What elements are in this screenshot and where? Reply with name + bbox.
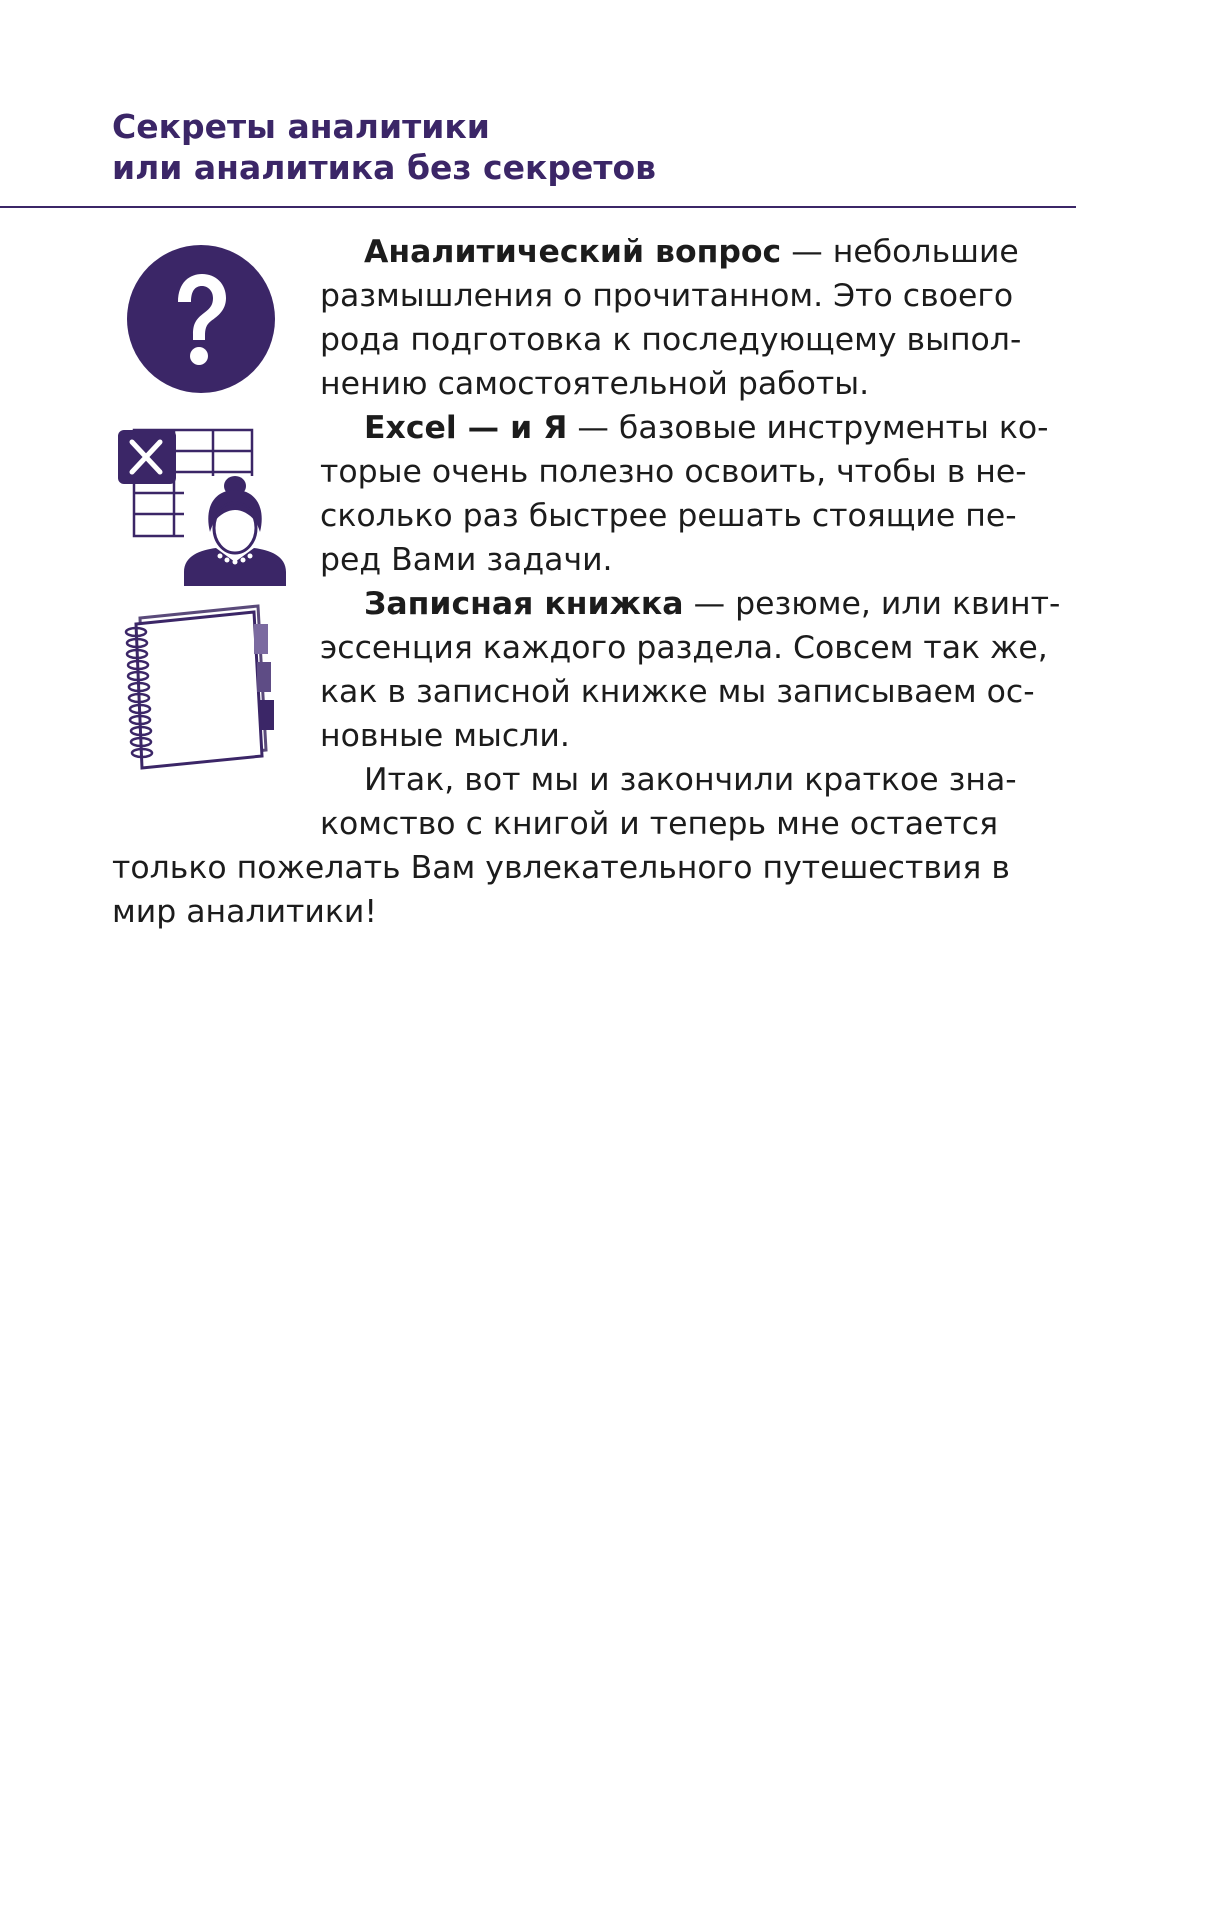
running-header: [112, 106, 656, 188]
p3-line4: новные мысли.: [320, 718, 570, 754]
header-line-2: или аналитика без секретов: [112, 148, 657, 187]
p4-line4: мир аналитики!: [112, 894, 377, 930]
p1-line3: рода подготовка к последующему выпол-: [320, 322, 1022, 358]
p2-line1-rest: — базовые инструменты ко-: [567, 410, 1049, 446]
term-analytical-question: Аналитический вопрос: [364, 234, 782, 270]
p1-line1-rest: — небольшие: [781, 234, 1019, 270]
term-notebook: Записная книжка: [364, 586, 684, 622]
p3-line1-rest: — резюме, или квинт-: [683, 586, 1061, 622]
p1-line4: нению самостоятельной работы.: [320, 366, 870, 402]
p3-line1: [320, 582, 1074, 626]
p4-line2: комство с книгой и теперь мне остается: [320, 806, 999, 842]
header-divider: [0, 206, 1076, 208]
p4-line1: Итак, вот мы и закончили краткое зна-: [364, 762, 1017, 798]
p1-line1: [320, 230, 1074, 274]
p2-line2: торые очень полезно освоить, чтобы в не-: [320, 454, 1027, 490]
p3-line3: как в записной книжке мы записываем ос-: [320, 674, 1035, 710]
p3-line2: эссенция каждого раздела. Совсем так же,: [320, 630, 1048, 666]
p2-line3: сколько раз быстрее решать стоящие пе-: [320, 498, 1017, 534]
term-excel-and-me: Excel — и Я: [364, 410, 568, 446]
body-text: [112, 230, 1074, 934]
p4-line3: только пожелать Вам увлекательного путешествия в: [112, 850, 1010, 886]
p2-line4: ред Вами задачи.: [320, 542, 613, 578]
p1-line2: размышления о прочитанном. Это своего: [320, 278, 1014, 314]
p2-line1: [320, 406, 1074, 450]
header-line-1: Секреты аналитики: [112, 107, 490, 146]
